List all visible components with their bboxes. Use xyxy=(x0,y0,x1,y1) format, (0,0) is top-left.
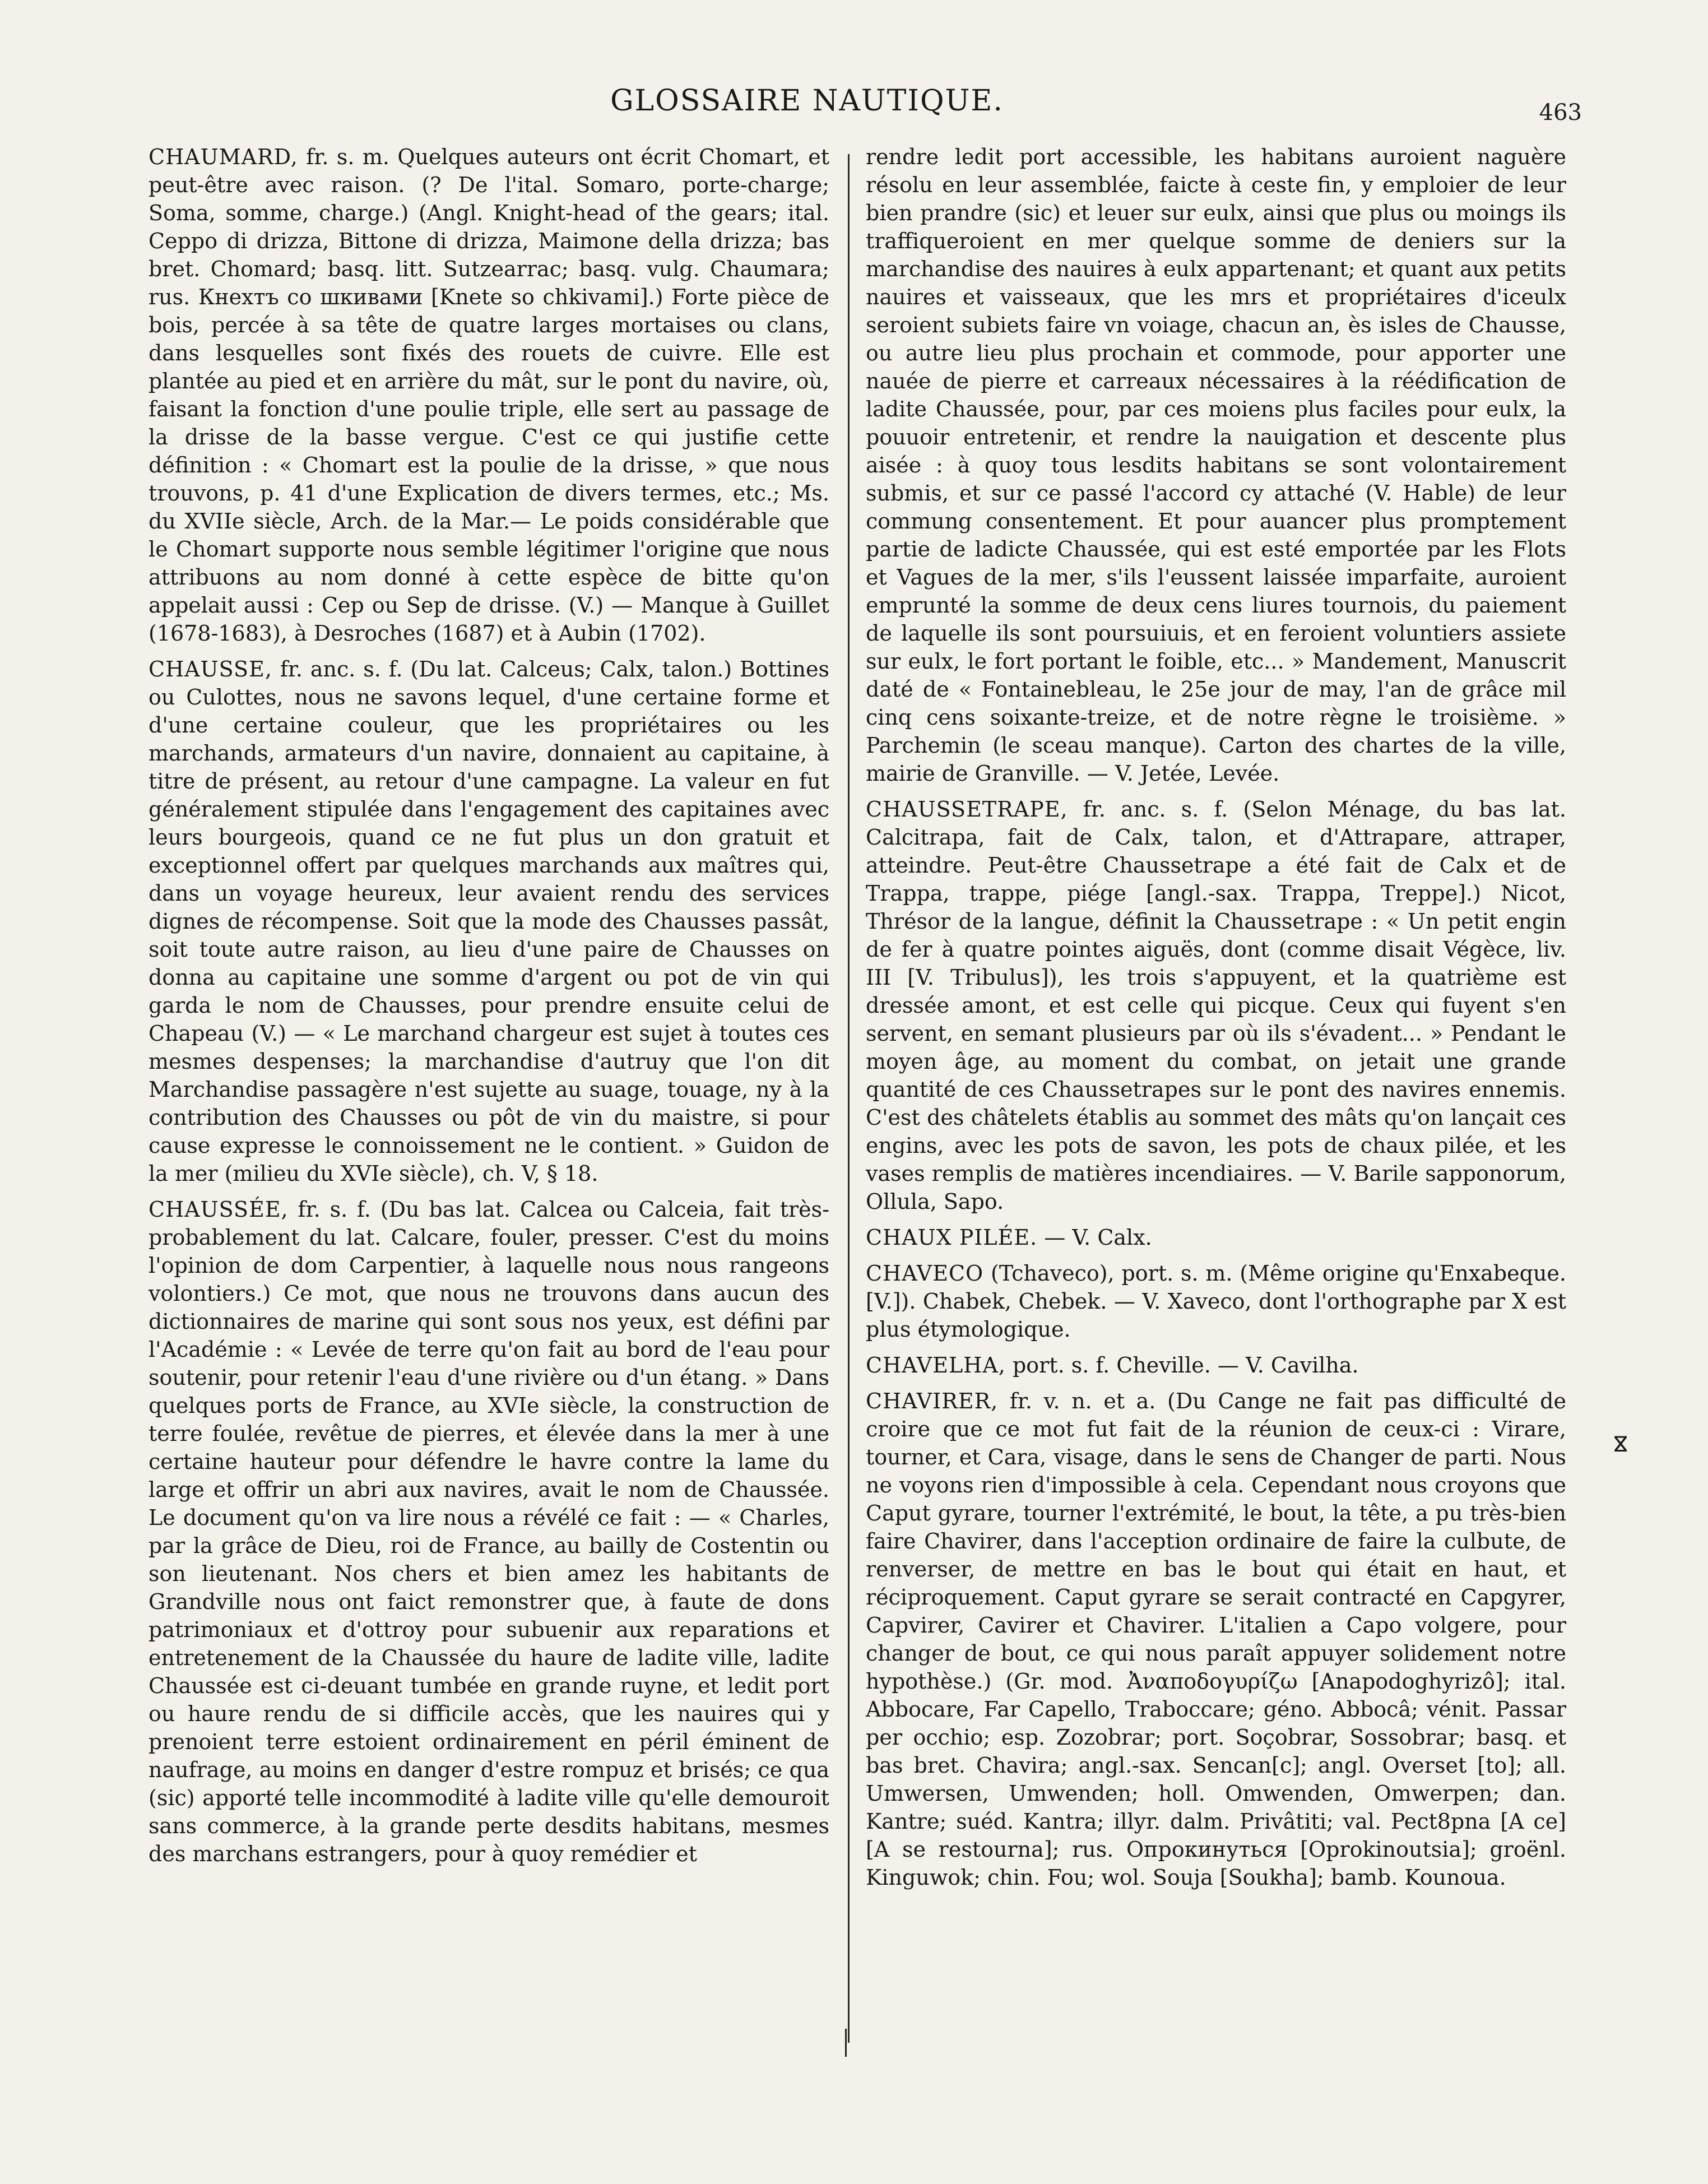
entry-headword: CHAVIRER, xyxy=(866,1389,999,1413)
entry-headword: CHAVELHA, xyxy=(866,1353,1006,1378)
margin-mark: ⴵ xyxy=(1614,1432,1628,1457)
glossary-entry xyxy=(866,1351,1566,1379)
glossary-entry xyxy=(148,1195,829,1868)
entry-body: (Tchaveco), port. s. m. (Même origine qu'Enxabeque. [V.]). Chabek, Chebek. — V. Xaveco, dont l'orthographe par X est plus étymologique. xyxy=(866,1261,1566,1342)
glossary-entry xyxy=(148,655,829,1188)
entry-headword: CHAUMARD, xyxy=(148,145,298,169)
glossary-entry xyxy=(866,795,1566,1216)
page-title: GLOSSAIRE NAUTIQUE. xyxy=(610,84,1004,118)
entry-headword: CHAUSSE, xyxy=(148,657,272,681)
entry-body: port. s. f. Cheville. — V. Cavilha. xyxy=(1012,1353,1359,1378)
column-divider xyxy=(848,154,850,2043)
page-number: 463 xyxy=(1539,100,1582,126)
entry-body: fr. anc. s. f. (Selon Ménage, du bas lat. Calcitrapa, fait de Calx, talon, et d'Attrapare, attraper, atteindre. Peut-être Chaussetrape a été fait de Calx et de Trappa, trappe, piége [angl.-sax. Trappa, Treppe].) Nicot, Thrésor de la langue, définit la Chaussetrape : « Un petit engin de fer à quatre pointes aiguës, dont (comme disait Végèce, liv. III [V. Tribulus]), les trois s'appuyent, et la quatrième est dressée amont, et est celle qui picque. Ceux qui fuyent s'en servent, en semant plusieurs par où ils s'évadent... » Pendant le moyen âge, au moment du combat, on jetait une grande quantité de ces Chaussetrapes sur le pont des navires ennemis. C'est des châtelets établis au sommet des mâts qu'on lançait ces engins, avec les pots de savon, les pots de chaux pilée, et les vases remplis de matières incendiaires. — V. Barile sapponorum, Ollula, Sapo. xyxy=(866,797,1566,1214)
glossary-entry xyxy=(866,1223,1566,1251)
entry-headword: CHAUSSETRAPE, xyxy=(866,797,1068,822)
entry-headword: CHAVECO xyxy=(866,1261,984,1286)
glossary-entry xyxy=(866,1387,1566,1891)
entry-headword: CHAUSSÉE, xyxy=(148,1197,289,1222)
entry-body: — V. Calx. xyxy=(1044,1225,1152,1250)
entry-body: fr. s. f. (Du bas lat. Calcea ou Calceia, fait très-probablement du lat. Calcare, fouler, presser. C'est du moins l'opinion de dom Carpentier, à laquelle nous nous rangeons volontiers.) Ce mot, que nous ne trouvons dans aucun des dictionnaires de marine qui sont sous nos yeux, est défini par l'Académie : « Levée de terre qu'on fait au bord de l'eau pour soutenir, pour retenir l'eau d'une rivière ou d'un étang. » Dans quelques ports de France, au XVIe siècle, la construction de terre foulée, revêtue de pierres, et élevée dans la mer à une certaine hauteur pour défendre le havre contre la lame du large et offrir un abri aux navires, avait le nom de Chaussée. Le document qu'on va lire nous a révélé ce fait : — « Charles, par la grâce de Dieu, roi de France, au bailly de Costentin ou son lieutenant. Nos chers et bien amez les habitants de Grandville nous ont faict remonstrer que, à faute de dons patrimoniaux et d'ottroy pour subuenir aux reparations et entretenement de la Chaussée du haure de ladite ville, ladite Chaussée est ci-deuant tumbée en grande ruyne, et ledit port ou haure rendu de si difficile accès, que les nauires qui y prenoient terre estoient ordinairement en péril éminent de naufrage, au moins en danger d'estre rompuz et brisés; ce qua (sic) apporté telle incommodité à ladite ville qu'elle demouroit sans commerce, à la grande perte desdits habitans, mesmes des marchans estrangers, pour à quoy remédier et xyxy=(148,1197,829,1866)
entry-body: fr. anc. s. f. (Du lat. Calceus; Calx, talon.) Bottines ou Culottes, nous ne savons lequel, d'une certaine forme et d'une certaine couleur, que les propriétaires ou les marchands, armateurs d'un navire, donnaient au capitaine, à titre de présent, au retour d'une campagne. La valeur en fut généralement stipulée dans l'engagement des capitaines avec leurs bourgeois, quand ce ne fut plus un don gratuit et exceptionnel offert par quelques marchands aux maîtres qui, dans un voyage heureux, leur avaient rendu des services dignes de récompense. Soit que la mode des Chausses passât, soit toute autre raison, au lieu d'une paire de Chausses on donna au capitaine une somme d'argent ou pot de vin qui garda le nom de Chausses, pour prendre ensuite celui de Chapeau (V.) — « Le marchand chargeur est sujet à toutes ces mesmes despenses; la marchandise d'autruy que l'on dit Marchandise passagère n'est sujette au suage, touage, ny à la contribution des Chausses ou pôt de vin du maistre, si pour cause expresse le connoissement ne le contient. » Guidon de la mer (milieu du XVIe siècle), ch. V, § 18. xyxy=(148,657,829,1186)
bottom-rule-mark xyxy=(845,2029,847,2057)
entry-body: fr. v. n. et a. (Du Cange ne fait pas difficulté de croire que ce mot fut fait de la réunion de ceux-ci : Virare, tourner, et Cara, visage, dans le sens de Changer de parti. Nous ne voyons rien d'impossible à cela. Cependant nous croyons que Caput gyrare, tourner l'extrémité, le bout, la tête, a pu très-bien faire Chavirer, dans l'acception ordinaire de faire la culbute, de renverser, de mettre en bas le bout qui était en haut, et réciproquement. Caput gyrare se serait contracté en Capgyrer, Capvirer, Cavirer et Chavirer. L'italien a Capo volgere, pour changer de bout, ce qui nous paraît appuyer solidement notre hypothèse.) (Gr. mod. Ἀναποδογυρίζω [Anapodoghyrizô]; ital. Abbocare, Far Capello, Traboccare; géno. Abbocâ; vénit. Passar per occhio; esp. Zozobrar; port. Soçobrar, Sossobrar; basq. et bas bret. Chavira; angl.-sax. Sencan[c]; angl. Overset [to]; all. Umwersen, Umwenden; holl. Omwenden, Omwerpen; dan. Kantre; suéd. Kantra; illyr. dalm. Privâtiti; val. Pect8pna [A ce] [A se restourna]; rus. Опрокинуться [Oprokinoutsia]; groënl. Kinguwok; chin. Fou; wol. Souja [Soukha]; bamb. Kounoua. xyxy=(866,1389,1566,1890)
entry-headword: CHAUX PILÉE. xyxy=(866,1225,1038,1250)
glossary-entry xyxy=(866,1259,1566,1343)
entry-body: rendre ledit port accessible, les habitans auroient naguère résolu en leur assemblée, faicte à ceste fin, y emploier de leur bien prandre (sic) et leuer sur eulx, ainsi que plus ou moings ils traffiqueroient en mer quelque somme de deniers sur la marchandise des nauires à eulx appartenant; et quant aux petits nauires et vaisseaux, que les mrs et propriétaires d'iceulx seroient subiets faire vn voiage, chacun an, ès isles de Chausse, ou autre lieu plus prochain et commode, pour apporter une nauée de pierre et carreaux nécessaires à la réédification de ladite Chaussée, pour, par ces moiens plus faciles pour eulx, la pouuoir entretenir, et rendre la nauigation et descente plus aisée : à quoy tous lesdits habitans se sont volontairement submis, et sur ce passé l'accord cy attaché (V. Hable) de leur commung consentement. Et pour auancer plus promptement partie de ladicte Chaussée, qui est esté emportée par les Flots et Vagues de la mer, s'ils l'eussent laissée imparfaite, auroient emprunté la somme de deux cens liures tournois, du paiement de laquelle ils sont poursuiuis, et en feroient voluntiers assiete sur eulx, le fort portant le foible, etc... » Mandement, Manuscrit daté de « Fontainebleau, le 25e jour de may, l'an de grâce mil cinq cens soixante-treize, et de notre règne le troisième. » Parchemin (le sceau manque). Carton des chartes de la ville, mairie de Granville. — V. Jetée, Levée. xyxy=(866,145,1566,786)
right-column xyxy=(866,143,1566,1899)
left-column xyxy=(148,143,829,1876)
entry-body: fr. s. m. Quelques auteurs ont écrit Chomart, et peut-être avec raison. (? De l'ital. Somaro, porte-charge; Soma, somme, charge.) (Angl. Knight-head of the gears; ital. Ceppo di drizza, Bittone di drizza, Maimone della drizza; bas bret. Chomard; basq. litt. Sutzearrac; basq. vulg. Chaumara; rus. Кнехтъ со шкивами [Knete so chkivami].) Forte pièce de bois, percée à sa tête de quatre larges mortaises ou clans, dans lesquelles sont fixés des rouets de cuivre. Elle est plantée au pied et en arrière du mât, sur le pont du navire, où, faisant la fonction d'une poulie triple, elle sert au passage de la drisse de la basse vergue. C'est ce qui justifie cette définition : « Chomart est la poulie de la drisse, » que nous trouvons, p. 41 d'une Explication de divers termes, etc.; Ms. du XVIIe siècle, Arch. de la Mar.— Le poids considérable que le Chomart supporte nous semble légitimer l'origine que nous attribuons au nom donné à cette espèce de bitte qu'on appelait aussi : Cep ou Sep de drisse. (V.) — Manque à Guillet (1678-1683), à Desroches (1687) et à Aubin (1702). xyxy=(148,145,829,646)
glossary-entry xyxy=(148,143,829,647)
glossary-entry-continued xyxy=(866,143,1566,787)
